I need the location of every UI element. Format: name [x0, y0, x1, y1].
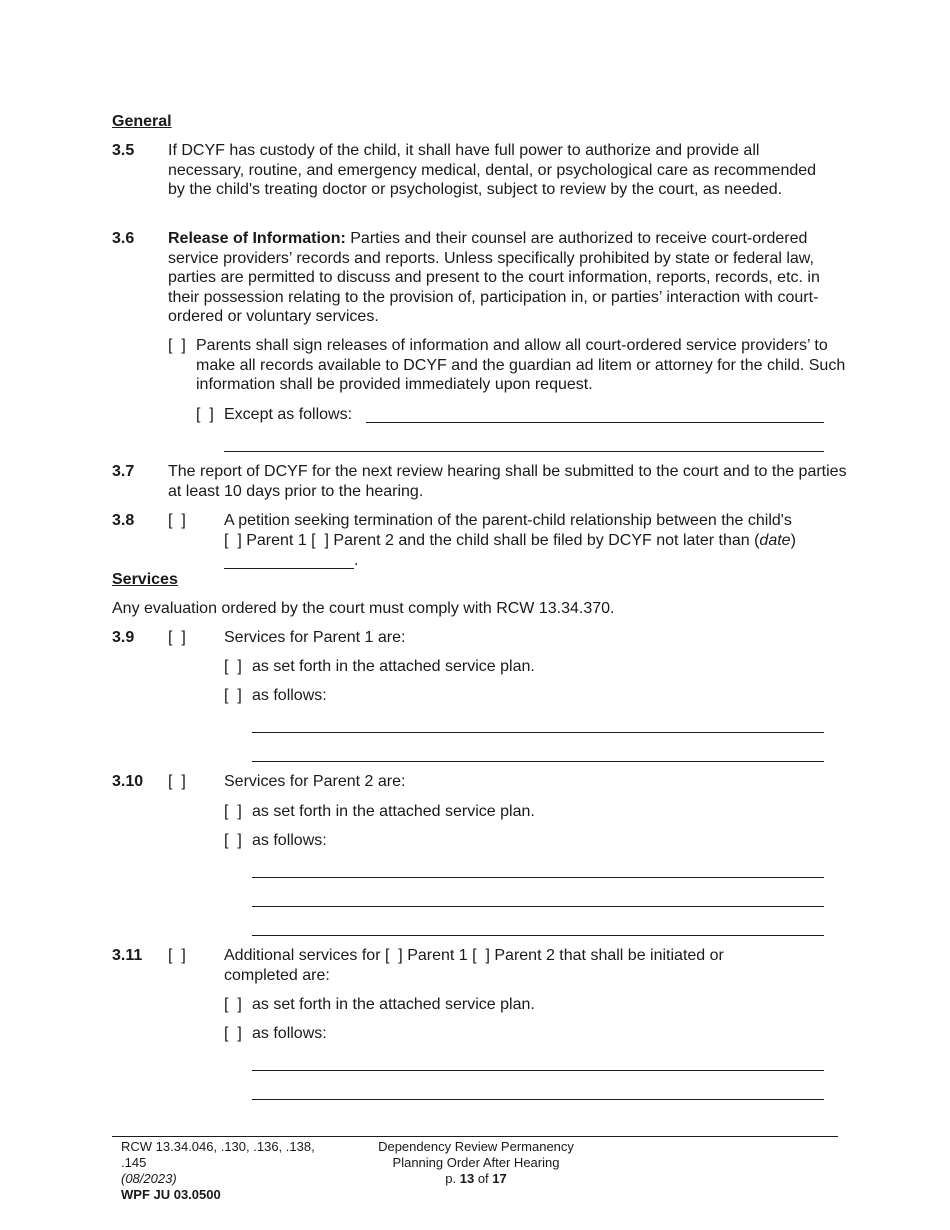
section-3-11-number: 3.11 [112, 947, 143, 964]
s310-follows-label: as follows: [252, 832, 327, 849]
s39-blank-line-1[interactable] [252, 732, 824, 733]
footer-page-of: of [477, 1171, 489, 1186]
footer-page-total: 17 [492, 1171, 507, 1186]
general-heading: General [112, 113, 172, 130]
s311-label-b: Parent 1 [407, 947, 468, 964]
s311-blank-line-1[interactable] [252, 1070, 824, 1071]
except-blank-line-1[interactable] [366, 422, 824, 423]
s39-follows-label: as follows: [252, 687, 327, 704]
termination-parent2-checkbox[interactable]: [ ] [311, 532, 329, 549]
section-3-5-number: 3.5 [112, 142, 135, 159]
s311-plan-checkbox[interactable]: [ ] [224, 996, 242, 1013]
section-3-9-label: Services for Parent 1 are: [224, 629, 406, 646]
section-3-7-text: The report of DCYF for the next review hearing shall be submitted to the court and to the parties at least 10 days prior to the hearing. [168, 463, 847, 500]
services-intro: Any evaluation ordered by the court must comply with RCW 13.34.370. [112, 600, 615, 617]
release-text: Parents shall sign releases of information and allow all court-ordered service providers’ to make all records available to DCYF and the guardian ad litem or attorney for the child. Such information shall be provided immediately upon request. [196, 337, 846, 393]
s310-blank-line-1[interactable] [252, 877, 824, 878]
s311-parent1-checkbox[interactable]: [ ] [384, 947, 403, 964]
section-3-10-label: Services for Parent 2 are: [224, 773, 406, 790]
section-3-11-label-line1 [224, 946, 724, 966]
s39-plan-checkbox[interactable]: [ ] [224, 658, 242, 675]
s310-blank-line-3[interactable] [252, 935, 824, 936]
s311-label-c: Parent 2 that shall be initiated or [494, 947, 724, 964]
footer-page-prefix: p. [445, 1171, 457, 1186]
footer-rule [112, 1136, 838, 1137]
section-3-7-number: 3.7 [112, 463, 135, 480]
release-checkbox[interactable]: [ ] [168, 337, 186, 354]
section-3-6-number: 3.6 [112, 230, 135, 247]
footer-center [360, 1139, 592, 1187]
footer-rcw-line1: RCW 13.34.046, .130, .136, .138, [121, 1139, 315, 1154]
footer-page-number [360, 1171, 592, 1187]
s311-label-a: Additional services for [224, 947, 381, 964]
footer-title-line2: Planning Order After Hearing [392, 1155, 560, 1170]
termination-text-line2 [224, 531, 796, 551]
s310-plan-checkbox[interactable]: [ ] [224, 803, 242, 820]
section-3-11-label-line2: completed are: [224, 967, 330, 984]
section-3-9-checkbox[interactable]: [ ] [168, 629, 186, 646]
s311-follows-checkbox[interactable]: [ ] [224, 1025, 242, 1042]
s310-follows-checkbox[interactable]: [ ] [224, 832, 242, 849]
s39-plan-label: as set forth in the attached service plan. [252, 658, 535, 675]
s310-plan-label: as set forth in the attached service plan. [252, 803, 535, 820]
s39-blank-line-2[interactable] [252, 761, 824, 762]
termination-period: . [354, 552, 359, 569]
termination-date-word: date [759, 532, 791, 549]
termination-parent1-label: Parent 1 [246, 532, 307, 549]
section-3-8-number: 3.8 [112, 512, 135, 529]
release-of-information-title: Release of Information: [168, 230, 346, 247]
except-checkbox[interactable]: [ ] [196, 406, 214, 423]
section-3-10-checkbox[interactable]: [ ] [168, 773, 186, 790]
s311-blank-line-2[interactable] [252, 1099, 824, 1100]
section-3-5-text: If DCYF has custody of the child, it shall have full power to authorize and provide all necessary, routine, and emergency medical, dental, or psychological care as recommended by the child's treating doctor or psychologist, subject to review by the court, as needed. [168, 142, 817, 198]
section-3-9-number: 3.9 [112, 629, 135, 646]
termination-checkbox[interactable]: [ ] [168, 512, 186, 529]
s39-follows-checkbox[interactable]: [ ] [224, 687, 242, 704]
termination-parent1-checkbox[interactable]: [ ] [224, 532, 242, 549]
footer-left [121, 1139, 361, 1187]
footer-rcw-line2: .145 [121, 1155, 147, 1170]
release-of-information-body: Parties and their counsel are authorized to receive court-ordered service providers’ records and reports. Unless specifically prohibited by state or federal law, parties are permitted to discuss and present to the court information, reports, records, etc. in their possession relating to the provision of, participation in, or parties’ interaction with court-ordered or voluntary services. [168, 230, 820, 325]
termination-date-line[interactable] [224, 568, 354, 569]
section-3-10-number: 3.10 [112, 773, 144, 790]
termination-parent2-label: Parent 2 and the child shall be filed by DCYF not later than ( [333, 532, 760, 549]
termination-text-line1: A petition seeking termination of the parent-child relationship between the child's [224, 512, 792, 529]
termination-close-paren: ) [790, 532, 796, 549]
s311-plan-label: as set forth in the attached service plan. [252, 996, 535, 1013]
s311-follows-label: as follows: [252, 1025, 327, 1042]
section-3-6-text [168, 229, 848, 327]
footer-form-id: WPF JU 03.0500 [121, 1187, 221, 1202]
footer-date: (08/2023) [121, 1171, 177, 1186]
s311-parent2-checkbox[interactable]: [ ] [472, 947, 490, 964]
except-blank-line-2[interactable] [224, 451, 824, 452]
section-3-11-checkbox[interactable]: [ ] [168, 947, 186, 964]
s310-blank-line-2[interactable] [252, 906, 824, 907]
except-label: Except as follows: [224, 406, 353, 423]
footer-title-line1: Dependency Review Permanency [378, 1139, 574, 1154]
services-heading: Services [112, 571, 178, 588]
footer-page-current: 13 [459, 1171, 475, 1186]
